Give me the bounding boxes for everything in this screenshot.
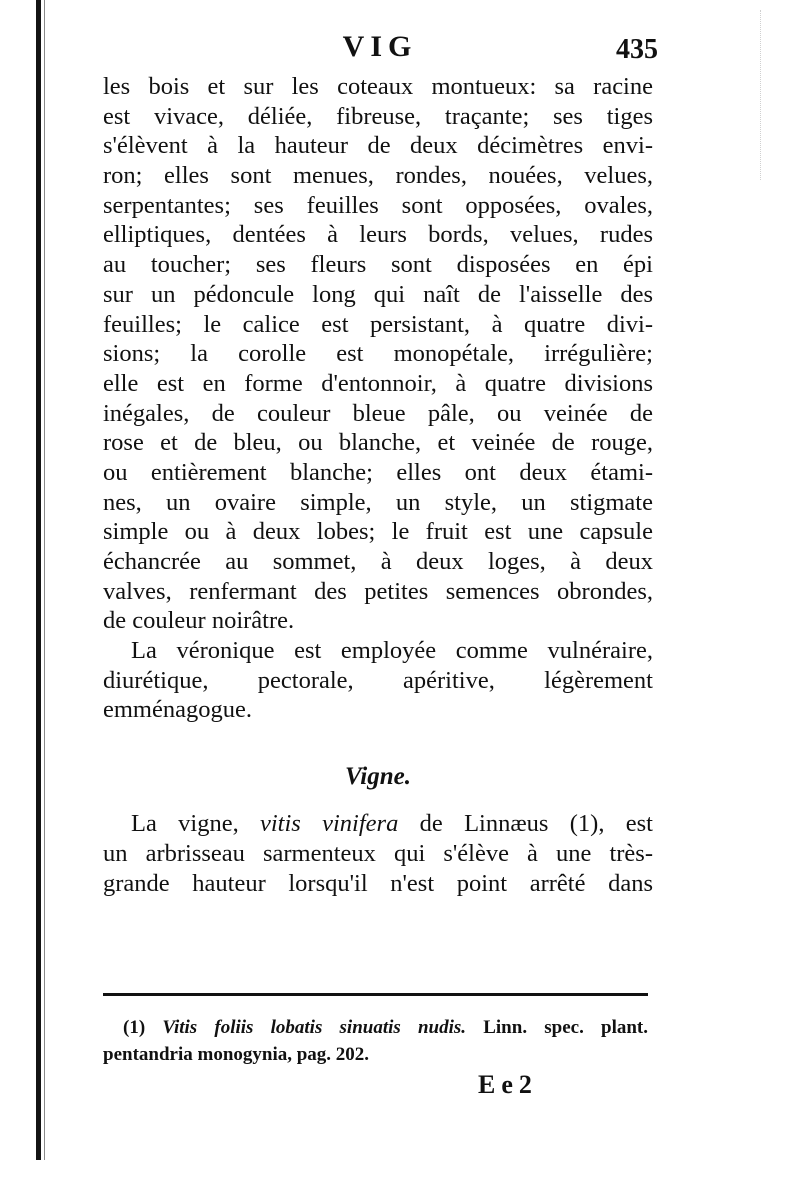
- text-line: elle est en forme d'entonnoir, à quatre divisions: [103, 369, 653, 397]
- text-line: elliptiques, dentées à leurs bords, velues, rudes: [103, 221, 653, 249]
- text-line: inégales, de couleur bleue pâle, ou veinée de: [103, 399, 653, 427]
- text-line: emménagogue.: [103, 696, 252, 724]
- text-line: nes, un ovaire simple, un style, un stigmate: [103, 488, 653, 516]
- text-line: au toucher; ses fleurs sont disposées en épi: [103, 251, 653, 279]
- main-text: [103, 72, 653, 898]
- text-line: s'élèvent à la hauteur de deux décimètres envi-: [103, 132, 653, 160]
- text-line: sur un pédoncule long qui naît de l'aisselle des: [103, 280, 653, 308]
- text-line: les bois et sur les coteaux montueux: sa racine: [103, 73, 653, 100]
- running-head-title: VIG: [342, 30, 418, 63]
- running-head: [100, 30, 660, 70]
- text-line: [103, 809, 653, 839]
- paragraph-description: [103, 72, 653, 636]
- text-line: sions; la corolle est monopétale, irrégulière;: [103, 340, 653, 368]
- footnote-line: pentandria monogynia, pag. 202.: [103, 1044, 370, 1065]
- spacer: [103, 725, 653, 755]
- text-line: un arbrisseau sarmenteux qui s'élève à une très-: [103, 839, 653, 867]
- footnote: [103, 1014, 648, 1068]
- footnote-marker: (1): [123, 1017, 146, 1038]
- paragraph-uses: [103, 636, 653, 725]
- text-line: feuilles; le calice est persistant, à quatre divi-: [103, 310, 653, 338]
- text-line: est vivace, déliée, fibreuse, traçante; ses tiges: [103, 102, 653, 130]
- text-line: simple ou à deux lobes; le fruit est une capsule: [103, 518, 653, 546]
- footnote-rule: [103, 993, 648, 996]
- footnote-line: [103, 1014, 648, 1041]
- page-number: 435: [616, 34, 658, 65]
- paragraph-vigne: [103, 809, 653, 898]
- binding-edge: [36, 0, 41, 1160]
- footnote-latin: Vitis foliis lobatis sinuatis nudis.: [162, 1017, 467, 1038]
- spacer: [103, 799, 653, 809]
- text-line: serpentantes; ses feuilles sont opposées, ovales,: [103, 191, 653, 219]
- text-line: rose et de bleu, ou blanche, et veinée de rouge,: [103, 429, 653, 457]
- text-line: de couleur noirâtre.: [103, 607, 295, 635]
- text-line: ou entièrement blanche; elles ont deux étami-: [103, 458, 653, 486]
- text-run: de Linnæus (1), est: [398, 810, 653, 838]
- section-heading: Vigne.: [345, 763, 411, 791]
- text-line: échancrée au sommet, à deux loges, à deux: [103, 548, 653, 575]
- text-line: valves, renfermant des petites semences obrondes,: [103, 577, 653, 605]
- text-line: diurétique, pectorale, apéritive, légèrement: [103, 666, 653, 694]
- footnote-ref: Linn. spec. plant.: [466, 1017, 648, 1038]
- latin-name: vitis vinifera: [260, 810, 399, 838]
- text-line: grande hauteur lorsqu'il n'est point arrêté dans: [103, 869, 653, 897]
- text-run: La vigne,: [131, 810, 260, 838]
- text-line: ron; elles sont menues, rondes, nouées, velues,: [103, 162, 653, 190]
- binding-edge-shadow: [44, 0, 45, 1160]
- bleed-through-marks: [760, 10, 769, 180]
- signature-mark: Ee2: [478, 1070, 538, 1099]
- text-line: La véronique est employée comme vulnéraire,: [131, 637, 653, 665]
